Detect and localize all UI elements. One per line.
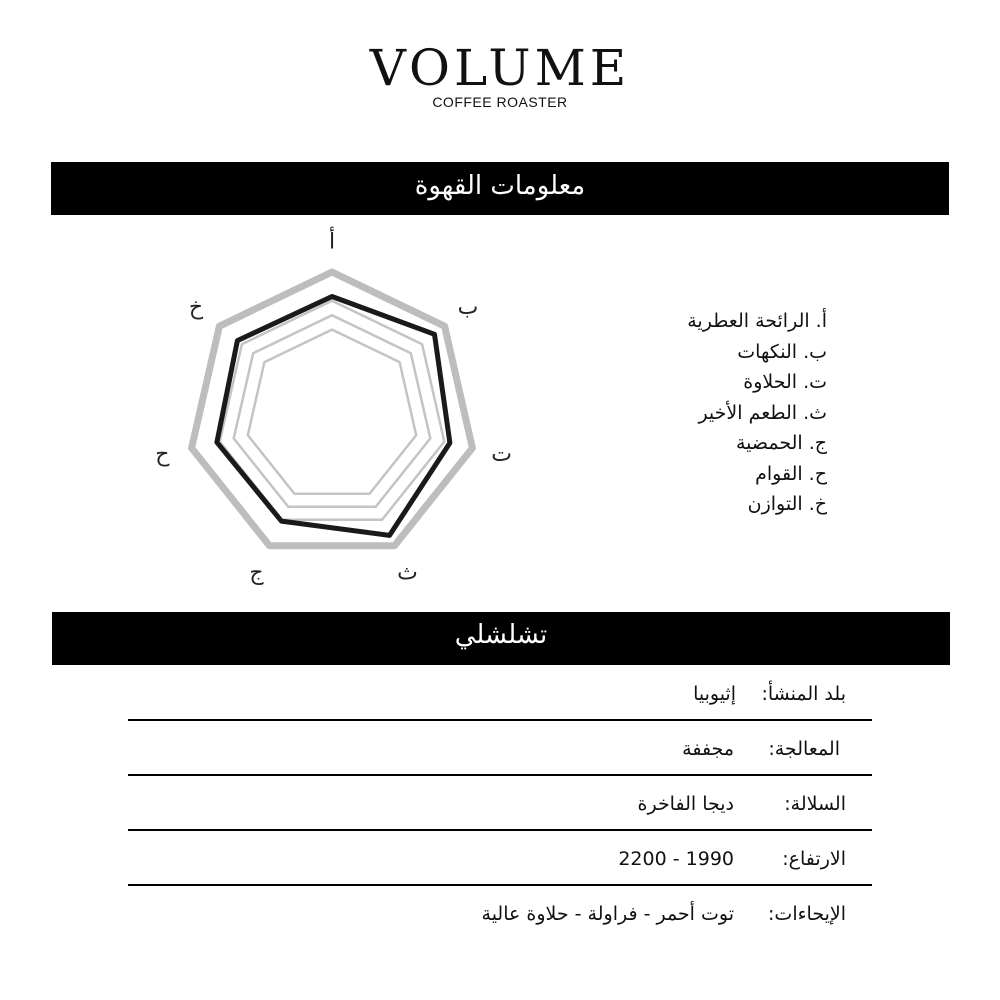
detail-value-variety: ديجا الفاخرة bbox=[637, 793, 734, 815]
radar-axis-label-flavors: ب bbox=[457, 295, 479, 320]
detail-label-altitude: الارتفاع: bbox=[782, 848, 846, 870]
radar-axis-label-sweetness: ت bbox=[491, 442, 512, 468]
coffee-details-table bbox=[128, 666, 872, 939]
detail-row-altitude bbox=[128, 831, 872, 886]
detail-value-notes: توت أحمر - فراولة - حلاوة عالية bbox=[481, 903, 734, 925]
radar-ring-6 bbox=[248, 330, 416, 494]
brand-title: VOLUME bbox=[369, 39, 631, 97]
radar-axis-label-acidity: ج bbox=[249, 560, 264, 586]
legend-item-body: ح. القوام bbox=[755, 462, 827, 485]
radar-axis-label-balance: خ bbox=[188, 295, 204, 320]
detail-label-origin: بلد المنشأ: bbox=[761, 683, 846, 705]
detail-label-variety: السلالة: bbox=[784, 793, 846, 815]
coffee-name-header: تشلشلي bbox=[52, 612, 950, 665]
detail-label-process: المعالجة: bbox=[768, 738, 840, 760]
legend-item-aftertaste: ث. الطعم الأخير bbox=[698, 401, 827, 424]
legend-item-aroma: أ. الرائحة العطرية bbox=[687, 310, 827, 332]
legend-item-flavors: ب. النكهات bbox=[737, 340, 827, 363]
radar-axis-label-aroma: أ bbox=[328, 229, 336, 255]
detail-value-origin: إثيوبيا bbox=[693, 683, 736, 705]
detail-row-origin bbox=[128, 666, 872, 721]
legend-item-balance: خ. التوازن bbox=[747, 493, 827, 515]
detail-row-variety bbox=[128, 776, 872, 831]
radar-ring-10 bbox=[192, 272, 473, 546]
flavor-legend bbox=[600, 306, 827, 520]
detail-row-process bbox=[128, 721, 872, 776]
radar-axis-label-aftertaste: ث bbox=[397, 560, 418, 586]
detail-label-notes: الإيحاءات: bbox=[768, 903, 846, 925]
legend-item-acidity: ج. الحمضية bbox=[735, 432, 827, 454]
detail-row-notes bbox=[128, 886, 872, 939]
coffee-info-header: معلومات القهوة bbox=[51, 162, 949, 215]
brand-subtitle: COFFEE ROASTER bbox=[432, 94, 568, 110]
detail-value-process: مجففة bbox=[682, 738, 734, 760]
detail-value-altitude: 1990 - 2200 bbox=[618, 848, 734, 870]
legend-item-sweetness: ت. الحلاوة bbox=[743, 371, 827, 393]
radar-axis-label-body: ح bbox=[155, 442, 170, 468]
radar-ring-7 bbox=[234, 315, 431, 507]
